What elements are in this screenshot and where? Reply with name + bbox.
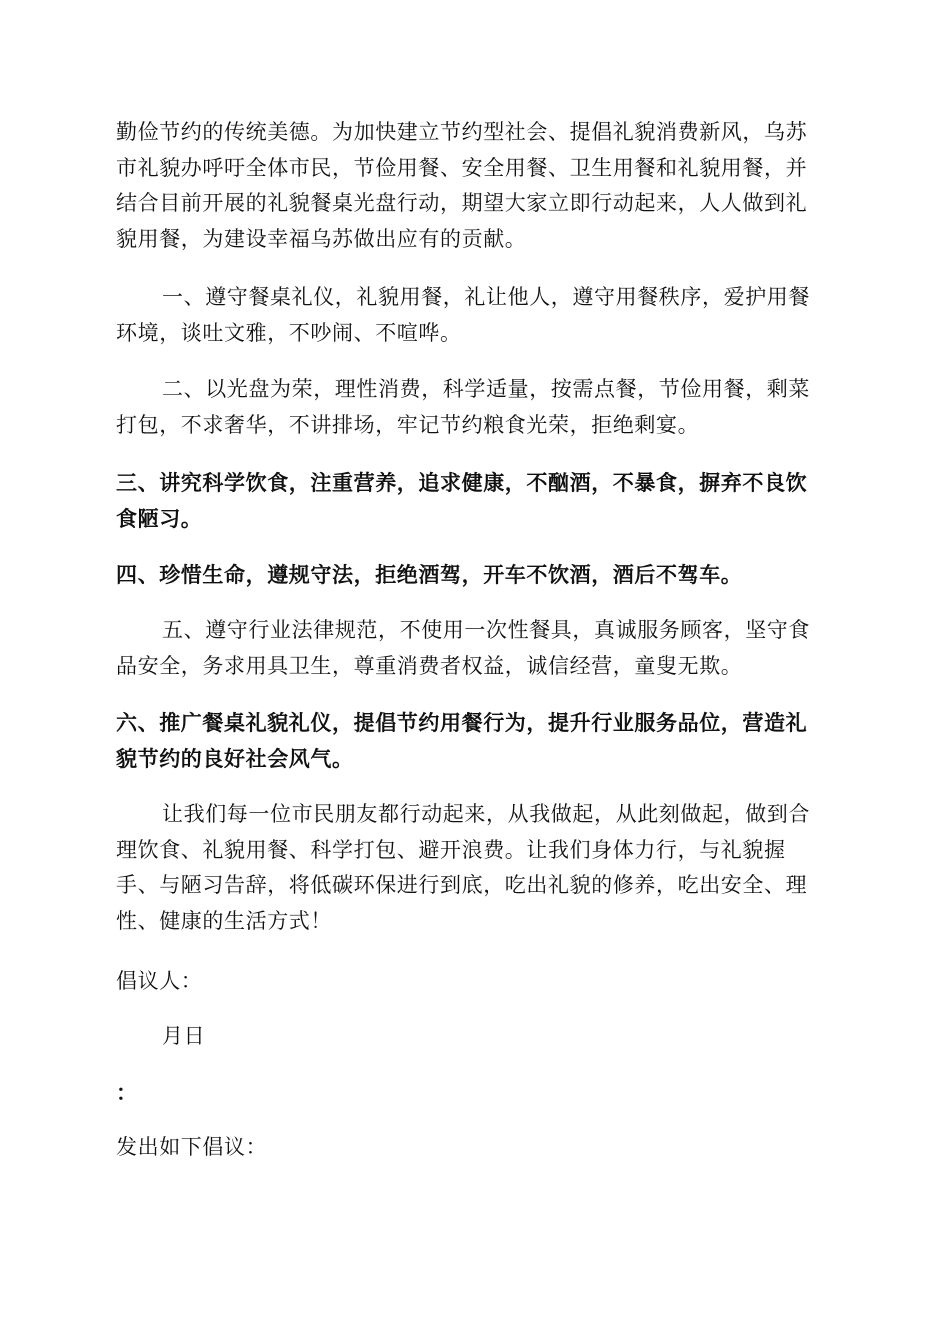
text-line: 勤俭节约的传统美德。为加快建立节约型社会、提倡礼貌消费新风，乌苏 — [116, 120, 808, 144]
text-line: 三、讲究科学饮食，注重营养，追求健康，不酗酒，不暴食，摒弃不良饮 — [116, 470, 808, 495]
item-3-paragraph — [116, 465, 836, 536]
text-line: 打包，不求奢华，不讲排场，牢记节约粮食光荣，拒绝剩宴。 — [116, 412, 700, 437]
text-line: 貌用餐，为建设幸福乌苏做出应有的贡献。 — [116, 226, 527, 251]
text-line: 环境，谈吐文雅，不吵闹、不喧哗。 — [116, 320, 462, 345]
proposal-line — [116, 1130, 836, 1166]
text-line: 倡议人： — [116, 969, 203, 993]
text-line: ： — [116, 1080, 138, 1105]
intro-paragraph — [116, 115, 836, 257]
text-line: 貌节约的良好社会风气。 — [116, 745, 354, 771]
text-line: 发出如下倡议： — [116, 1135, 268, 1159]
text-line: 月日 — [162, 1024, 206, 1048]
text-line: 性、健康的生活方式！ — [116, 908, 332, 933]
item-1-paragraph — [116, 280, 836, 351]
text-line: 理饮食、礼貌用餐、科学打包、避开浪费。让我们身体力行，与礼貌握 — [116, 837, 786, 862]
text-line: 让我们每一位市民朋友都行动起来，从我做起，从此刻做起，做到合 — [162, 802, 810, 826]
item-6-paragraph — [116, 705, 836, 776]
text-line: 四、珍惜生命，遵规守法，拒绝酒驾，开车不饮酒，酒后不驾车。 — [116, 562, 743, 587]
colon-line — [116, 1075, 836, 1111]
text-line: 六、推广餐桌礼貌礼仪，提倡节约用餐行为，提升行业服务品位，营造礼 — [116, 710, 808, 735]
text-line: 一、遵守餐桌礼仪，礼貌用餐，礼让他人，遵守用餐秩序，爱护用餐 — [162, 285, 810, 309]
text-line: 五、遵守行业法律规范，不使用一次性餐具，真诚服务顾客，坚守食 — [162, 618, 810, 642]
text-line: 市礼貌办呼吁全体市民，节俭用餐、安全用餐、卫生用餐和礼貌用餐，并 — [116, 155, 808, 180]
item-5-paragraph — [116, 613, 836, 684]
item-4-paragraph — [116, 557, 836, 593]
text-line: 二、以光盘为荣，理性消费，科学适量，按需点餐，节俭用餐，剩菜 — [162, 377, 810, 401]
text-line: 结合目前开展的礼貌餐桌光盘行动，期望大家立即行动起来，人人做到礼 — [116, 191, 808, 215]
text-line: 品安全，务求用具卫生，尊重消费者权益，诚信经营，童叟无欺。 — [116, 653, 743, 678]
text-line: 手、与陋习告辞，将低碳环保进行到底，吃出礼貌的修养，吃出安全、理 — [116, 873, 808, 897]
item-2-paragraph — [116, 372, 836, 443]
closing-paragraph — [116, 797, 836, 939]
initiator-line — [116, 964, 836, 1000]
date-line — [116, 1019, 836, 1055]
text-line: 食陋习。 — [116, 505, 203, 531]
